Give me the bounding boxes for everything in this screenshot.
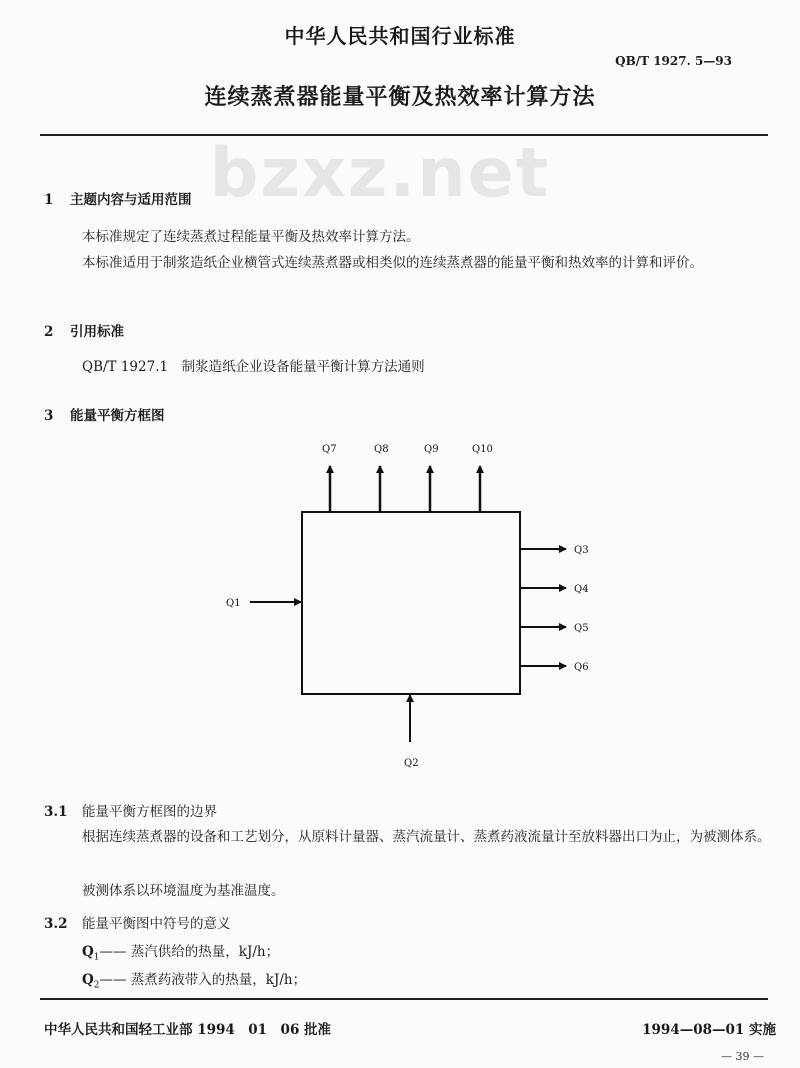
document-title: 连续蒸煮器能量平衡及热效率计算方法 bbox=[204, 84, 596, 110]
symbol-subscript: 2 bbox=[93, 980, 100, 991]
paragraph: 根据连续蒸煮器的设备和工艺划分，从原料计量器、蒸汽流量计、蒸煮药液流量计至放料器出口为止，为被测体系。 bbox=[82, 829, 771, 845]
label-right-3: Q5 bbox=[574, 623, 589, 634]
subsection-title: 能量平衡图中符号的意义 bbox=[82, 916, 231, 932]
section-number: 3 bbox=[44, 408, 54, 424]
system-boundary-box bbox=[302, 512, 520, 694]
subsection-number: 3.1 bbox=[44, 804, 68, 820]
reference-standard: QB/T 1927.1 制浆造纸企业设备能量平衡计算方法通则 bbox=[82, 359, 425, 375]
symbol-definition bbox=[82, 940, 279, 963]
section-2-heading bbox=[44, 320, 124, 340]
implementation-date: 1994—08—01 实施 bbox=[642, 1022, 776, 1038]
footer-rule bbox=[40, 998, 768, 1000]
paragraph: 被测体系以环境温度为基准温度。 bbox=[82, 883, 285, 899]
subsection-title: 能量平衡方框图的边界 bbox=[82, 804, 217, 820]
subsection-3-2-heading bbox=[44, 912, 231, 932]
label-top-2: Q8 bbox=[374, 444, 389, 455]
section-1-heading bbox=[44, 188, 192, 208]
paragraph: 本标准适用于制浆造纸企业横管式连续蒸煮器或相类似的连续蒸煮器的能量平衡和热效率的计算和评价。 bbox=[82, 255, 703, 271]
issuing-organization: 中华人民共和国行业标准 bbox=[284, 24, 516, 48]
approval-note: 中华人民共和国轻工业部 1994 01 06 批准 bbox=[44, 1022, 332, 1038]
label-top-4: Q10 bbox=[472, 444, 493, 455]
section-number: 1 bbox=[44, 192, 54, 208]
symbol-subscript: 1 bbox=[93, 952, 100, 963]
watermark: bzxz.net bbox=[209, 134, 551, 213]
subsection-3-1-heading bbox=[44, 800, 217, 820]
section-title: 主题内容与适用范围 bbox=[70, 192, 192, 208]
symbol: Q bbox=[82, 944, 94, 960]
symbol-text: —— 蒸煮药液带入的热量，kJ/h； bbox=[99, 972, 307, 988]
subsection-number: 3.2 bbox=[44, 916, 68, 932]
symbol: Q bbox=[82, 972, 94, 988]
label-top-1: Q7 bbox=[322, 444, 337, 455]
symbol-definition bbox=[82, 968, 306, 991]
section-3-heading bbox=[44, 404, 165, 424]
section-title: 引用标准 bbox=[70, 324, 124, 340]
label-left: Q1 bbox=[226, 598, 241, 609]
paragraph: 本标准规定了连续蒸煮过程能量平衡及热效率计算方法。 bbox=[82, 229, 420, 245]
label-bottom: Q2 bbox=[404, 758, 419, 769]
label-top-3: Q9 bbox=[424, 444, 439, 455]
standard-code: QB/T 1927. 5—93 bbox=[615, 54, 732, 68]
page-number: — 39 — bbox=[721, 1050, 764, 1063]
symbol-text: —— 蒸汽供给的热量，kJ/h； bbox=[99, 944, 280, 960]
label-right-1: Q3 bbox=[574, 545, 589, 556]
label-right-4: Q6 bbox=[574, 662, 589, 673]
label-right-2: Q4 bbox=[574, 584, 589, 595]
section-title: 能量平衡方框图 bbox=[70, 408, 165, 424]
section-number: 2 bbox=[44, 324, 54, 340]
